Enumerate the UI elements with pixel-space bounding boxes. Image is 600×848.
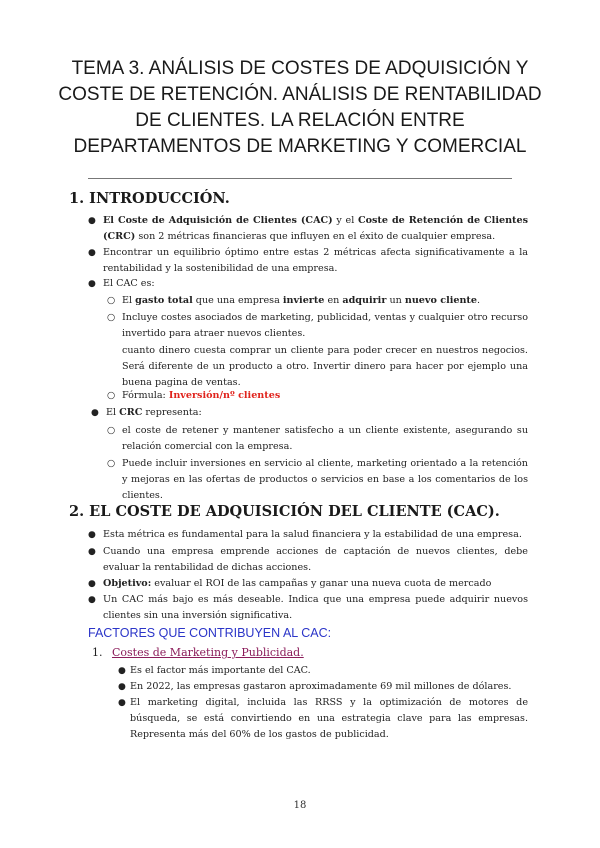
circle-bullet-icon: ○ xyxy=(107,312,116,323)
document-title xyxy=(40,56,560,160)
bullet-icon: ● xyxy=(118,666,126,676)
bullet-icon: ● xyxy=(88,248,96,258)
circle-bullet-icon: ○ xyxy=(107,390,116,401)
factors-heading: FACTORES QUE CONTRIBUYEN AL CAC: xyxy=(88,626,332,640)
list-item: ● El Coste de Adquisición de Clientes (CAC) y el Coste de Retención de Clientes (CRC) son 2 métricas financieras que influyen en el éxito de cualquier empresa. xyxy=(88,215,528,242)
title-line: COSTE DE RETENCIÓN. ANÁLISIS DE RENTABILIDAD xyxy=(58,84,542,105)
list-item: ● Esta métrica es fundamental para la salud financiera y la estabilidad de una empresa. xyxy=(88,527,528,543)
sub-list-item: ● Es el factor más importante del CAC. xyxy=(118,663,528,679)
list-item: ● El CAC es: xyxy=(88,276,528,292)
sub-list-item: ○ el coste de retener y mantener satisfecho a un cliente existente, asegurando su relación comercial con la empresa. xyxy=(107,425,528,452)
title-line: DE CLIENTES. LA RELACIÓN ENTRE xyxy=(135,110,465,131)
bullet-icon: ● xyxy=(88,530,96,540)
bullet-icon: ● xyxy=(88,579,96,589)
sub-list-item: ○ El gasto total que una empresa invierte en adquirir un nuevo cliente. xyxy=(107,293,528,309)
bullet-icon: ● xyxy=(118,698,126,708)
formula-text: Inversión/nº clientes xyxy=(168,390,281,401)
sub-list-item: ● En 2022, las empresas gastaron aproximadamente 69 mil millones de dólares. xyxy=(118,679,528,695)
item-number: 1. xyxy=(92,646,103,659)
bullet-icon: ● xyxy=(118,682,126,692)
bullet-icon: ● xyxy=(91,408,99,418)
sub-list-item: ○ Puede incluir inversiones en servicio al cliente, marketing orientado a la retención y mejoras en las ofertas de productos o servicios en base a los comentarios de los clientes. xyxy=(107,458,528,501)
list-item: ● Objetivo: evaluar el ROI de las campañas y ganar una nueva cuota de mercado xyxy=(88,576,528,592)
list-item: ● Cuando una empresa emprende acciones de captación de nuevos clientes, debe evaluar la rentabilidad de dichas acciones. xyxy=(88,546,528,573)
section-heading-introduccion: 1. INTRODUCCIÓN. xyxy=(69,190,230,207)
title-divider xyxy=(88,178,512,179)
bullet-icon: ● xyxy=(88,547,96,557)
handwritten-note: cuanto dinero cuesta comprar un cliente para poder crecer en nuestros negocios. Será diferente de un producto a otro. Invertir dinero para hacer por ejemplo una buena pagina de ventas. xyxy=(122,345,528,388)
circle-bullet-icon: ○ xyxy=(107,425,116,436)
sub-list-item: ○ Incluye costes asociados de marketing, publicidad, ventas y cualquier otro recurso invertido para atraer nuevos clientes. xyxy=(107,312,528,339)
bullet-icon: ● xyxy=(88,279,96,289)
sub-list-item: ○ Fórmula: Inversión/nº clientes xyxy=(107,388,528,404)
circle-bullet-icon: ○ xyxy=(107,458,116,469)
list-item: ● Encontrar un equilibrio óptimo entre estas 2 métricas afecta significativamente a la rentabilidad y la sostenibilidad de una empresa. xyxy=(88,247,528,274)
numbered-item xyxy=(92,646,304,659)
circle-bullet-icon: ○ xyxy=(107,295,116,306)
title-line: TEMA 3. ANÁLISIS DE COSTES DE ADQUISICIÓN Y xyxy=(71,58,529,79)
item-link[interactable]: Costes de Marketing y Publicidad. xyxy=(112,646,304,659)
bullet-icon: ● xyxy=(88,595,96,605)
page-number: 18 xyxy=(293,800,307,811)
list-item: ● El CRC representa: xyxy=(91,405,531,421)
list-item: ● Un CAC más bajo es más deseable. Indica que una empresa puede adquirir nuevos clientes sin una inversión significativa. xyxy=(88,594,528,621)
section-heading-cac: 2. EL COSTE DE ADQUISICIÓN DEL CLIENTE (CAC). xyxy=(69,503,500,520)
title-line: DEPARTAMENTOS DE MARKETING Y COMERCIAL xyxy=(73,136,527,157)
sub-list-item: ● El marketing digital, incluida las RRSS y la optimización de motores de búsqueda, se está convirtiendo en una estrategia clave para las empresas. Representa más del 60% de los gastos de publicidad. xyxy=(118,697,528,740)
bullet-icon: ● xyxy=(88,216,96,226)
